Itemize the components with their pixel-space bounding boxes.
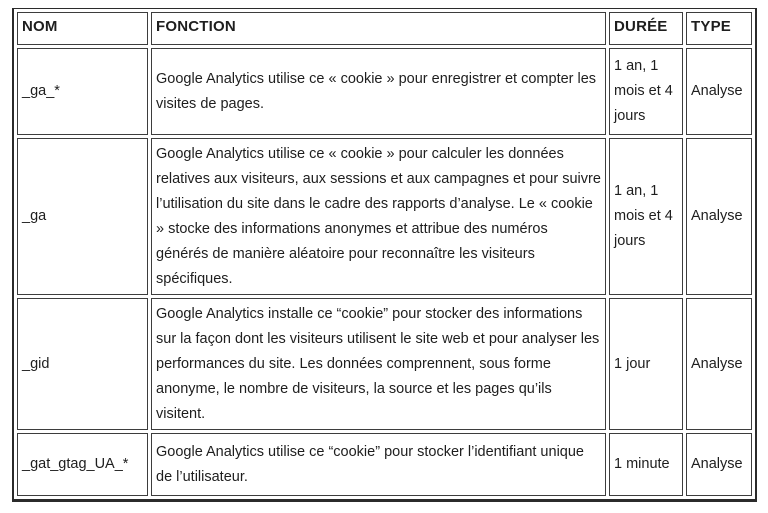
cookie-table-wrapper [12,8,757,502]
cell-cookie-name: _ga_* [17,48,148,135]
cookie-table [14,9,755,499]
cell-cookie-duration: 1 minute [609,433,683,496]
table-row [17,138,752,295]
table-row [17,433,752,496]
table-row [17,298,752,430]
cell-cookie-function: Google Analytics utilise ce « cookie » pour enregistrer et compter les visites de pages. [151,48,606,135]
cell-cookie-type: Analyse [686,48,752,135]
table-header-row [17,12,752,45]
cell-cookie-duration: 1 an, 1 mois et 4 jours [609,138,683,295]
cell-cookie-function: Google Analytics installe ce “cookie” pour stocker des informations sur la façon dont les visiteurs utilisent le site web et pour analyser les performances du site. Les données comprennent, sous forme anonyme, le nombre de visiteurs, la source et les pages qu’ils visitent. [151,298,606,430]
column-header-fonction: FONCTION [151,12,606,45]
cell-cookie-function: Google Analytics utilise ce “cookie” pour stocker l’identifiant unique de l’utilisateur. [151,433,606,496]
cell-cookie-name: _gid [17,298,148,430]
cell-cookie-type: Analyse [686,138,752,295]
cell-cookie-function: Google Analytics utilise ce « cookie » pour calculer les données relatives aux visiteurs, aux sessions et aux campagnes et pour suivre l’utilisation du site dans le cadre des rapports d’analyse. Le « cookie » stocke des informations anonymes et attribue des numéros générés de manière aléatoire pour reconnaître les visiteurs spécifiques. [151,138,606,295]
column-header-duree: DURÉE [609,12,683,45]
column-header-type: TYPE [686,12,752,45]
column-header-nom: NOM [17,12,148,45]
cell-cookie-type: Analyse [686,433,752,496]
table-row [17,48,752,135]
cell-cookie-type: Analyse [686,298,752,430]
cell-cookie-name: _ga [17,138,148,295]
cell-cookie-duration: 1 jour [609,298,683,430]
cell-cookie-name: _gat_gtag_UA_* [17,433,148,496]
cell-cookie-duration: 1 an, 1 mois et 4 jours [609,48,683,135]
